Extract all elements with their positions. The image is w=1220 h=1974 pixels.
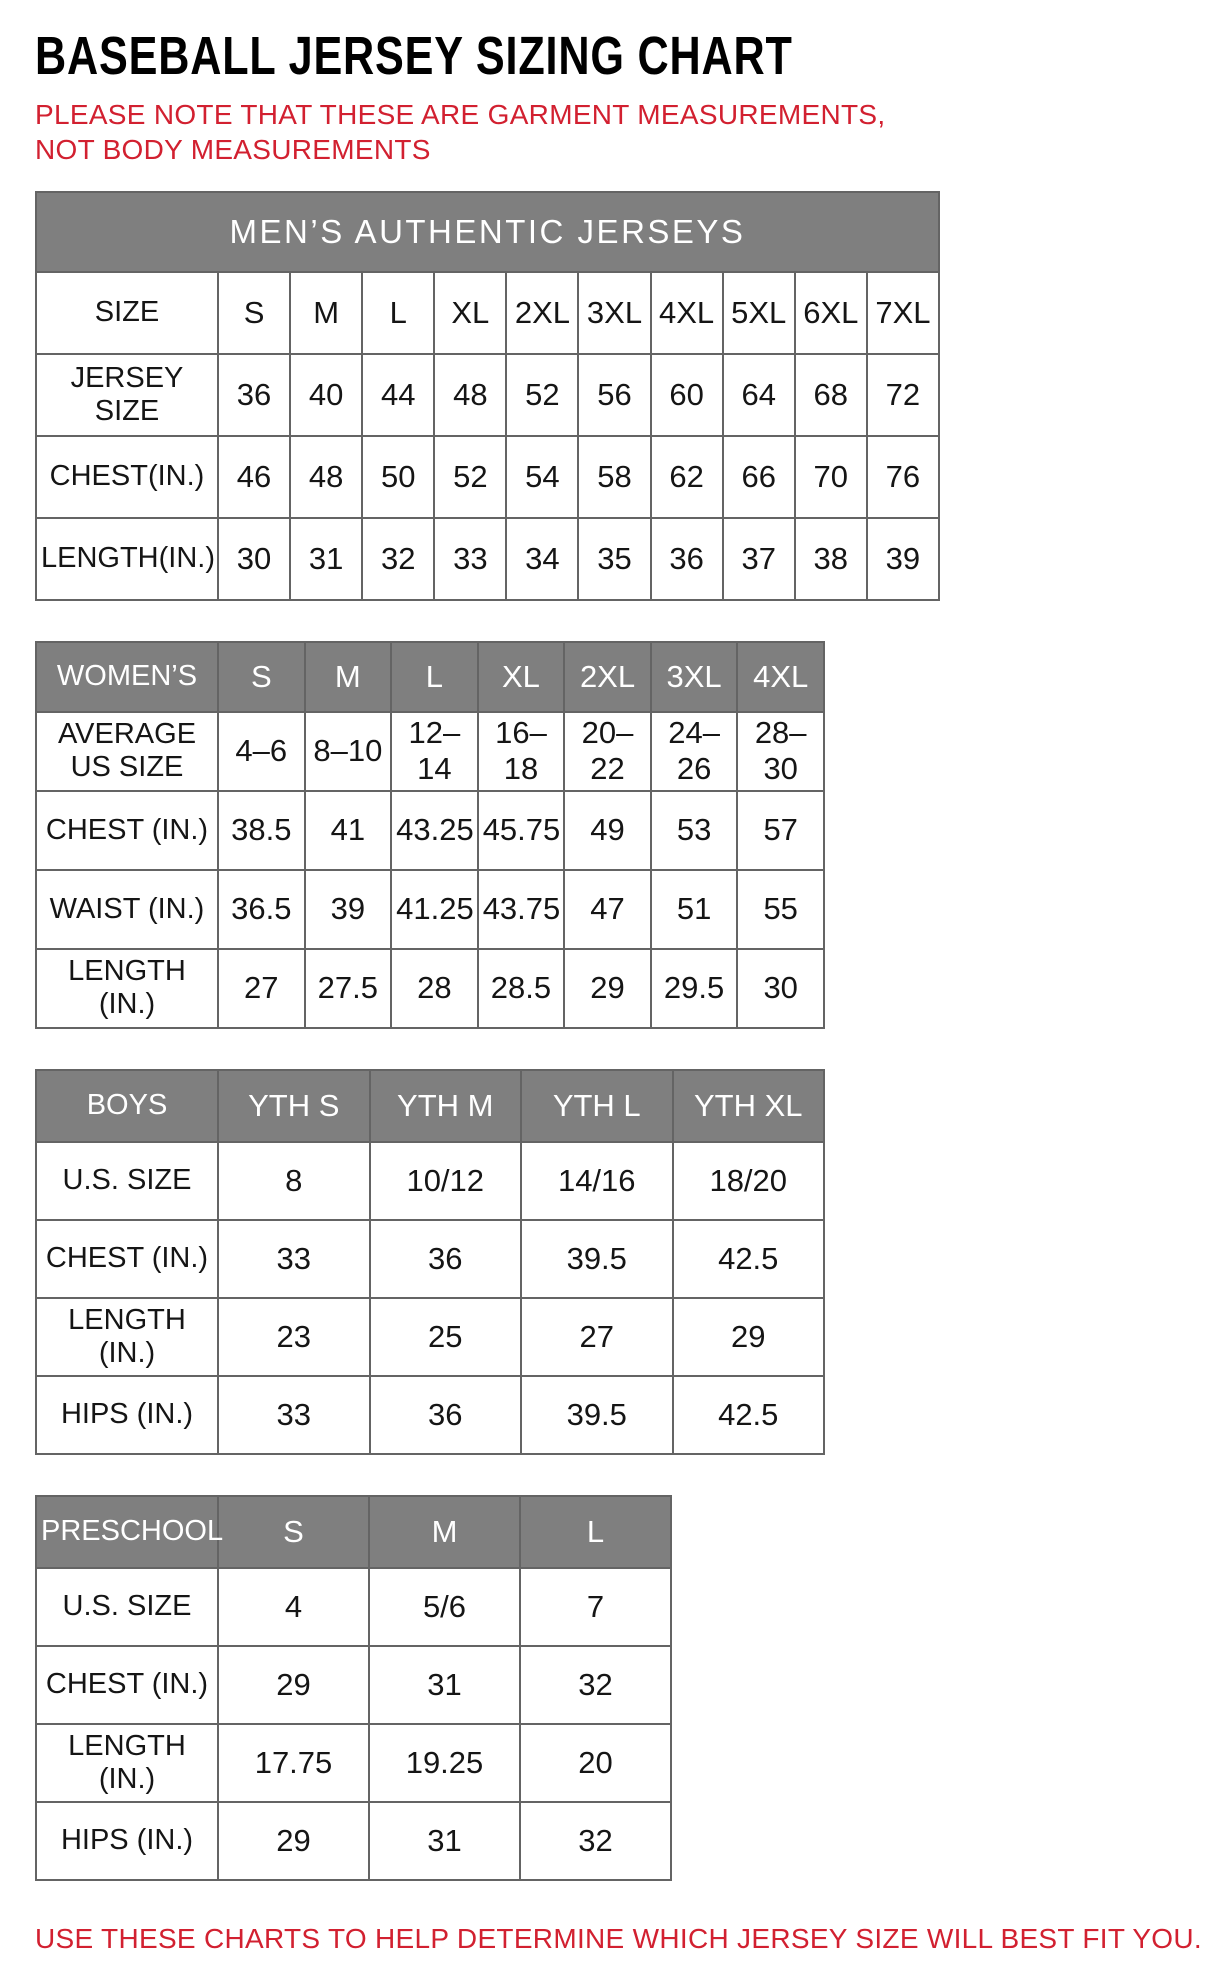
table-cell: 64 bbox=[723, 354, 795, 436]
table-header-cell: 2XL bbox=[564, 642, 651, 712]
table-cell: M bbox=[290, 272, 362, 354]
table-header-row bbox=[36, 1496, 671, 1568]
table-cell: 52 bbox=[434, 436, 506, 518]
table-header-cell: L bbox=[520, 1496, 671, 1568]
table-row bbox=[36, 436, 939, 518]
table-row bbox=[36, 791, 824, 870]
table-cell: 31 bbox=[369, 1802, 520, 1880]
table-cell: 32 bbox=[520, 1646, 671, 1724]
table-cell: 36 bbox=[370, 1376, 522, 1454]
table-cell: 17.75 bbox=[218, 1724, 369, 1802]
table-cell: 39.5 bbox=[521, 1220, 673, 1298]
table-cell: XL bbox=[434, 272, 506, 354]
table-cell: 6XL bbox=[795, 272, 867, 354]
table-cell: 29 bbox=[218, 1802, 369, 1880]
table-cell: 35 bbox=[578, 518, 650, 600]
table-row bbox=[36, 1220, 824, 1298]
table-cell: 8 bbox=[218, 1142, 370, 1220]
table-cell: 60 bbox=[651, 354, 723, 436]
table-cell: 28.5 bbox=[478, 949, 565, 1028]
table-cell: 20 bbox=[520, 1724, 671, 1802]
table-header-cell: YTH M bbox=[370, 1070, 522, 1142]
table-cell: 52 bbox=[506, 354, 578, 436]
row-label: LENGTH (IN.) bbox=[36, 1298, 218, 1376]
table-cell: 39 bbox=[867, 518, 939, 600]
table-cell: 72 bbox=[867, 354, 939, 436]
table-cell: 31 bbox=[290, 518, 362, 600]
row-label: HIPS (IN.) bbox=[36, 1376, 218, 1454]
table-cell: 45.75 bbox=[478, 791, 565, 870]
table-row bbox=[36, 1646, 671, 1724]
table-cell: 27 bbox=[521, 1298, 673, 1376]
boys-sizing-table bbox=[35, 1069, 825, 1455]
table-header-row bbox=[36, 642, 824, 712]
table-cell: 4XL bbox=[651, 272, 723, 354]
table-header-cell: BOYS bbox=[36, 1070, 218, 1142]
table-cell: 36.5 bbox=[218, 870, 305, 949]
table-cell: 24–26 bbox=[651, 712, 738, 791]
table-row bbox=[36, 518, 939, 600]
table-cell: 29 bbox=[673, 1298, 825, 1376]
table-cell: 40 bbox=[290, 354, 362, 436]
table-cell: 4 bbox=[218, 1568, 369, 1646]
table-cell: 56 bbox=[578, 354, 650, 436]
table-cell: 42.5 bbox=[673, 1220, 825, 1298]
table-cell: 33 bbox=[218, 1220, 370, 1298]
table-header-cell: YTH XL bbox=[673, 1070, 825, 1142]
table-cell: 50 bbox=[362, 436, 434, 518]
table-row bbox=[36, 949, 824, 1028]
table-cell: 27 bbox=[218, 949, 305, 1028]
table-cell: 31 bbox=[369, 1646, 520, 1724]
table-cell: 68 bbox=[795, 354, 867, 436]
table-header-cell: XL bbox=[478, 642, 565, 712]
row-label: LENGTH(IN.) bbox=[36, 518, 218, 600]
table-cell: 16–18 bbox=[478, 712, 565, 791]
table-cell: 37 bbox=[723, 518, 795, 600]
table-header-cell: PRESCHOOL bbox=[36, 1496, 218, 1568]
table-cell: 51 bbox=[651, 870, 738, 949]
table-cell: 32 bbox=[520, 1802, 671, 1880]
fit-advice-note: USE THESE CHARTS TO HELP DETERMINE WHICH JERSEY SIZE WILL BEST FIT YOU. bbox=[35, 1922, 1202, 1954]
table-header-cell: S bbox=[218, 642, 305, 712]
table-cell: 20–22 bbox=[564, 712, 651, 791]
table-cell: 7 bbox=[520, 1568, 671, 1646]
table-header-cell: 3XL bbox=[651, 642, 738, 712]
table-cell: 3XL bbox=[578, 272, 650, 354]
table-cell: 47 bbox=[564, 870, 651, 949]
table-cell: 18/20 bbox=[673, 1142, 825, 1220]
table-cell: L bbox=[362, 272, 434, 354]
table-cell: 55 bbox=[737, 870, 824, 949]
table-header-cell: L bbox=[391, 642, 478, 712]
table-cell: 14/16 bbox=[521, 1142, 673, 1220]
table-cell: 43.25 bbox=[391, 791, 478, 870]
table-cell: 30 bbox=[218, 518, 290, 600]
table-title-row bbox=[36, 192, 939, 272]
table-row bbox=[36, 1802, 671, 1880]
page-title-text: BASEBALL JERSEY SIZING CHART bbox=[35, 26, 793, 86]
garment-measurements-note: PLEASE NOTE THAT THESE ARE GARMENT MEASUREMENTS, NOT BODY MEASUREMENTS bbox=[35, 98, 886, 165]
row-label: AVERAGE US SIZE bbox=[36, 712, 218, 791]
table-cell: 36 bbox=[218, 354, 290, 436]
table-cell: 28 bbox=[391, 949, 478, 1028]
table-row bbox=[36, 1724, 671, 1802]
table-row bbox=[36, 1568, 671, 1646]
table-cell: 41 bbox=[305, 791, 392, 870]
table-cell: 39 bbox=[305, 870, 392, 949]
table-cell: 57 bbox=[737, 791, 824, 870]
table-cell: 33 bbox=[434, 518, 506, 600]
table-cell: 23 bbox=[218, 1298, 370, 1376]
table-cell: 48 bbox=[290, 436, 362, 518]
table-cell: S bbox=[218, 272, 290, 354]
table-cell: 2XL bbox=[506, 272, 578, 354]
table-cell: 38 bbox=[795, 518, 867, 600]
table-cell: 29.5 bbox=[651, 949, 738, 1028]
row-label: CHEST (IN.) bbox=[36, 1646, 218, 1724]
table-cell: 46 bbox=[218, 436, 290, 518]
row-label: JERSEY SIZE bbox=[36, 354, 218, 436]
table-header-cell: YTH L bbox=[521, 1070, 673, 1142]
row-label: U.S. SIZE bbox=[36, 1142, 218, 1220]
table-cell: 48 bbox=[434, 354, 506, 436]
preschool-sizing-table bbox=[35, 1495, 672, 1881]
table-header-cell: S bbox=[218, 1496, 369, 1568]
table-cell: 44 bbox=[362, 354, 434, 436]
table-row bbox=[36, 354, 939, 436]
mens-table-title: MEN’S AUTHENTIC JERSEYS bbox=[36, 192, 939, 272]
table-cell: 34 bbox=[506, 518, 578, 600]
table-row bbox=[36, 272, 939, 354]
table-header-row bbox=[36, 1070, 824, 1142]
womens-sizing-table bbox=[35, 641, 825, 1029]
table-cell: 10/12 bbox=[370, 1142, 522, 1220]
table-cell: 32 bbox=[362, 518, 434, 600]
table-cell: 29 bbox=[218, 1646, 369, 1724]
table-row bbox=[36, 1142, 824, 1220]
table-cell: 5/6 bbox=[369, 1568, 520, 1646]
table-cell: 8–10 bbox=[305, 712, 392, 791]
table-cell: 28–30 bbox=[737, 712, 824, 791]
table-cell: 38.5 bbox=[218, 791, 305, 870]
table-header-cell: 4XL bbox=[737, 642, 824, 712]
table-header-cell: YTH S bbox=[218, 1070, 370, 1142]
row-label: CHEST (IN.) bbox=[36, 791, 218, 870]
table-cell: 25 bbox=[370, 1298, 522, 1376]
row-label: LENGTH (IN.) bbox=[36, 949, 218, 1028]
table-header-cell: M bbox=[305, 642, 392, 712]
table-header-cell: WOMEN’S bbox=[36, 642, 218, 712]
table-cell: 4–6 bbox=[218, 712, 305, 791]
table-cell: 5XL bbox=[723, 272, 795, 354]
table-cell: 54 bbox=[506, 436, 578, 518]
table-cell: 41.25 bbox=[391, 870, 478, 949]
table-row bbox=[36, 870, 824, 949]
table-header-cell: M bbox=[369, 1496, 520, 1568]
row-label: CHEST(IN.) bbox=[36, 436, 218, 518]
table-cell: 42.5 bbox=[673, 1376, 825, 1454]
row-label: LENGTH (IN.) bbox=[36, 1724, 218, 1802]
row-label: WAIST (IN.) bbox=[36, 870, 218, 949]
row-label: HIPS (IN.) bbox=[36, 1802, 218, 1880]
table-cell: 33 bbox=[218, 1376, 370, 1454]
table-cell: 30 bbox=[737, 949, 824, 1028]
row-label: U.S. SIZE bbox=[36, 1568, 218, 1646]
table-cell: 39.5 bbox=[521, 1376, 673, 1454]
table-cell: 66 bbox=[723, 436, 795, 518]
table-cell: 62 bbox=[651, 436, 723, 518]
table-cell: 12–14 bbox=[391, 712, 478, 791]
page-title bbox=[35, 28, 1190, 85]
table-cell: 36 bbox=[370, 1220, 522, 1298]
table-cell: 76 bbox=[867, 436, 939, 518]
table-cell: 29 bbox=[564, 949, 651, 1028]
row-label: SIZE bbox=[36, 272, 218, 354]
table-cell: 43.75 bbox=[478, 870, 565, 949]
table-cell: 36 bbox=[651, 518, 723, 600]
row-label: CHEST (IN.) bbox=[36, 1220, 218, 1298]
table-row bbox=[36, 1298, 824, 1376]
table-cell: 19.25 bbox=[369, 1724, 520, 1802]
table-row bbox=[36, 1376, 824, 1454]
table-cell: 27.5 bbox=[305, 949, 392, 1028]
mens-sizing-table bbox=[35, 191, 940, 601]
table-row bbox=[36, 712, 824, 791]
table-cell: 58 bbox=[578, 436, 650, 518]
table-cell: 7XL bbox=[867, 272, 939, 354]
table-cell: 53 bbox=[651, 791, 738, 870]
table-cell: 70 bbox=[795, 436, 867, 518]
table-cell: 49 bbox=[564, 791, 651, 870]
